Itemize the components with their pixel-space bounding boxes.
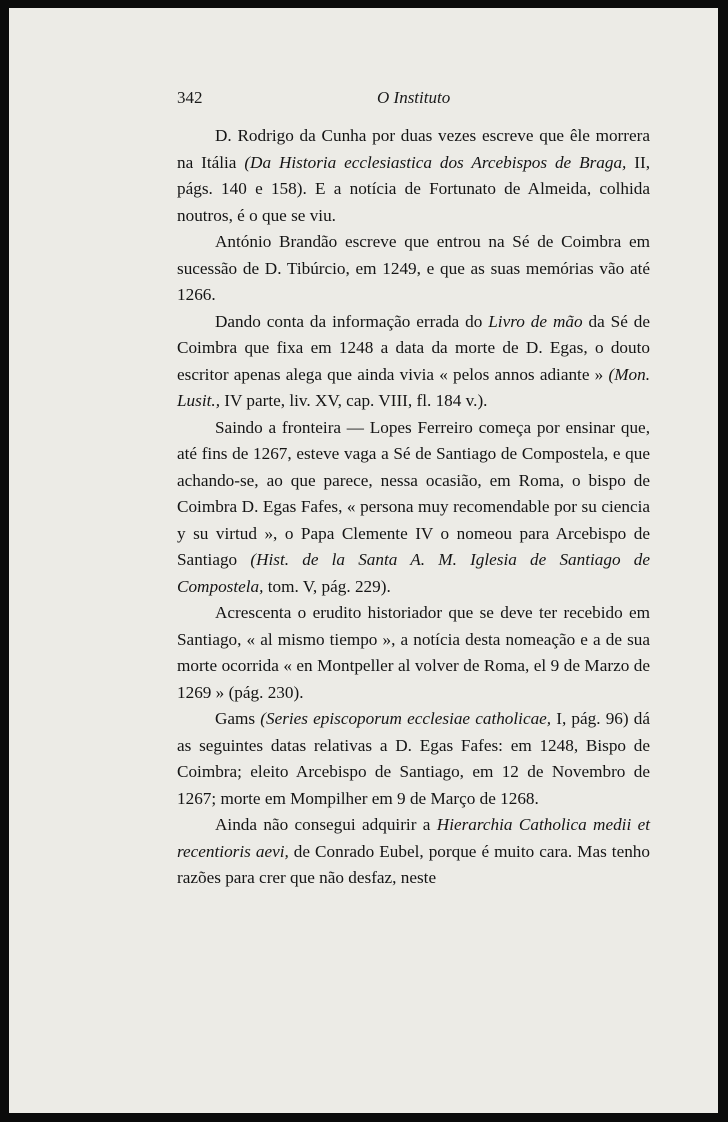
running-title: O Instituto — [377, 88, 451, 107]
paragraph: Saindo a fronteira — Lopes Ferreiro começa por ensinar que, até fins de 1267, esteve vaga a Sé de Santiago de Compostela, e que achando-se, ao que parece, nessa ocasião, em Roma, o bispo de Coimbra D. Egas Fafes, « persona muy recomendable por su ciencia y su virtud », o Papa Clemente IV o nomeou para Arcebispo de Santiago (Hist. de la Santa A. M. Iglesia de Santiago de Compostela, tom. V, pág. 229). — [177, 417, 650, 596]
paragraph: D. Rodrigo da Cunha por duas vezes escreve que êle morrera na Itália (Da Historia ecclesiastica dos Arcebispos de Braga, II, págs. 140 e 158). E a notícia de Fortunato de Almeida, colhida noutros, é o que se viu. — [177, 126, 651, 225]
paragraph: Acrescenta o erudito historiador que se deve ter recebido em Santiago, « al mismo tiempo », a notícia desta nomeação e a de sua morte ocorrida « en Montpeller al volver de Roma, el 9 de Marzo de 1269 » (pág. 230). — [177, 603, 650, 702]
page-number: 342 — [177, 88, 203, 107]
paragraph: António Brandão escreve que entrou na Sé de Coimbra em sucessão de D. Tibúrcio, em 1249, e que as suas memórias vão até 1266. — [177, 232, 650, 304]
paragraph: Gams (Series episcoporum ecclesiae catholicae, I, pág. 96) dá as seguintes datas relativas a D. Egas Fafes: em 1248, Bispo de Coimbra; eleito Arcebispo de Santiago, em 12 de Novembro de 1267; morte em Mompilher em 9 de Março de 1268. — [177, 709, 650, 808]
body-text — [177, 123, 650, 892]
paragraph: Dando conta da informação errada do Livro de mão da Sé de Coimbra que fixa em 1248 a data da morte de D. Egas, o douto escritor apenas alega que ainda vivia « pelos annos adiante » (Mon. Lusit., IV parte, liv. XV, cap. VIII, fl. 184 v.). — [177, 311, 650, 410]
paragraph: Ainda não consegui adquirir a Hierarchia Catholica medii et recentioris aevi, de Conrado Eubel, porque é muito cara. Mas tenho razões para crer que não desfaz, neste — [177, 815, 650, 887]
page-header — [177, 88, 467, 112]
